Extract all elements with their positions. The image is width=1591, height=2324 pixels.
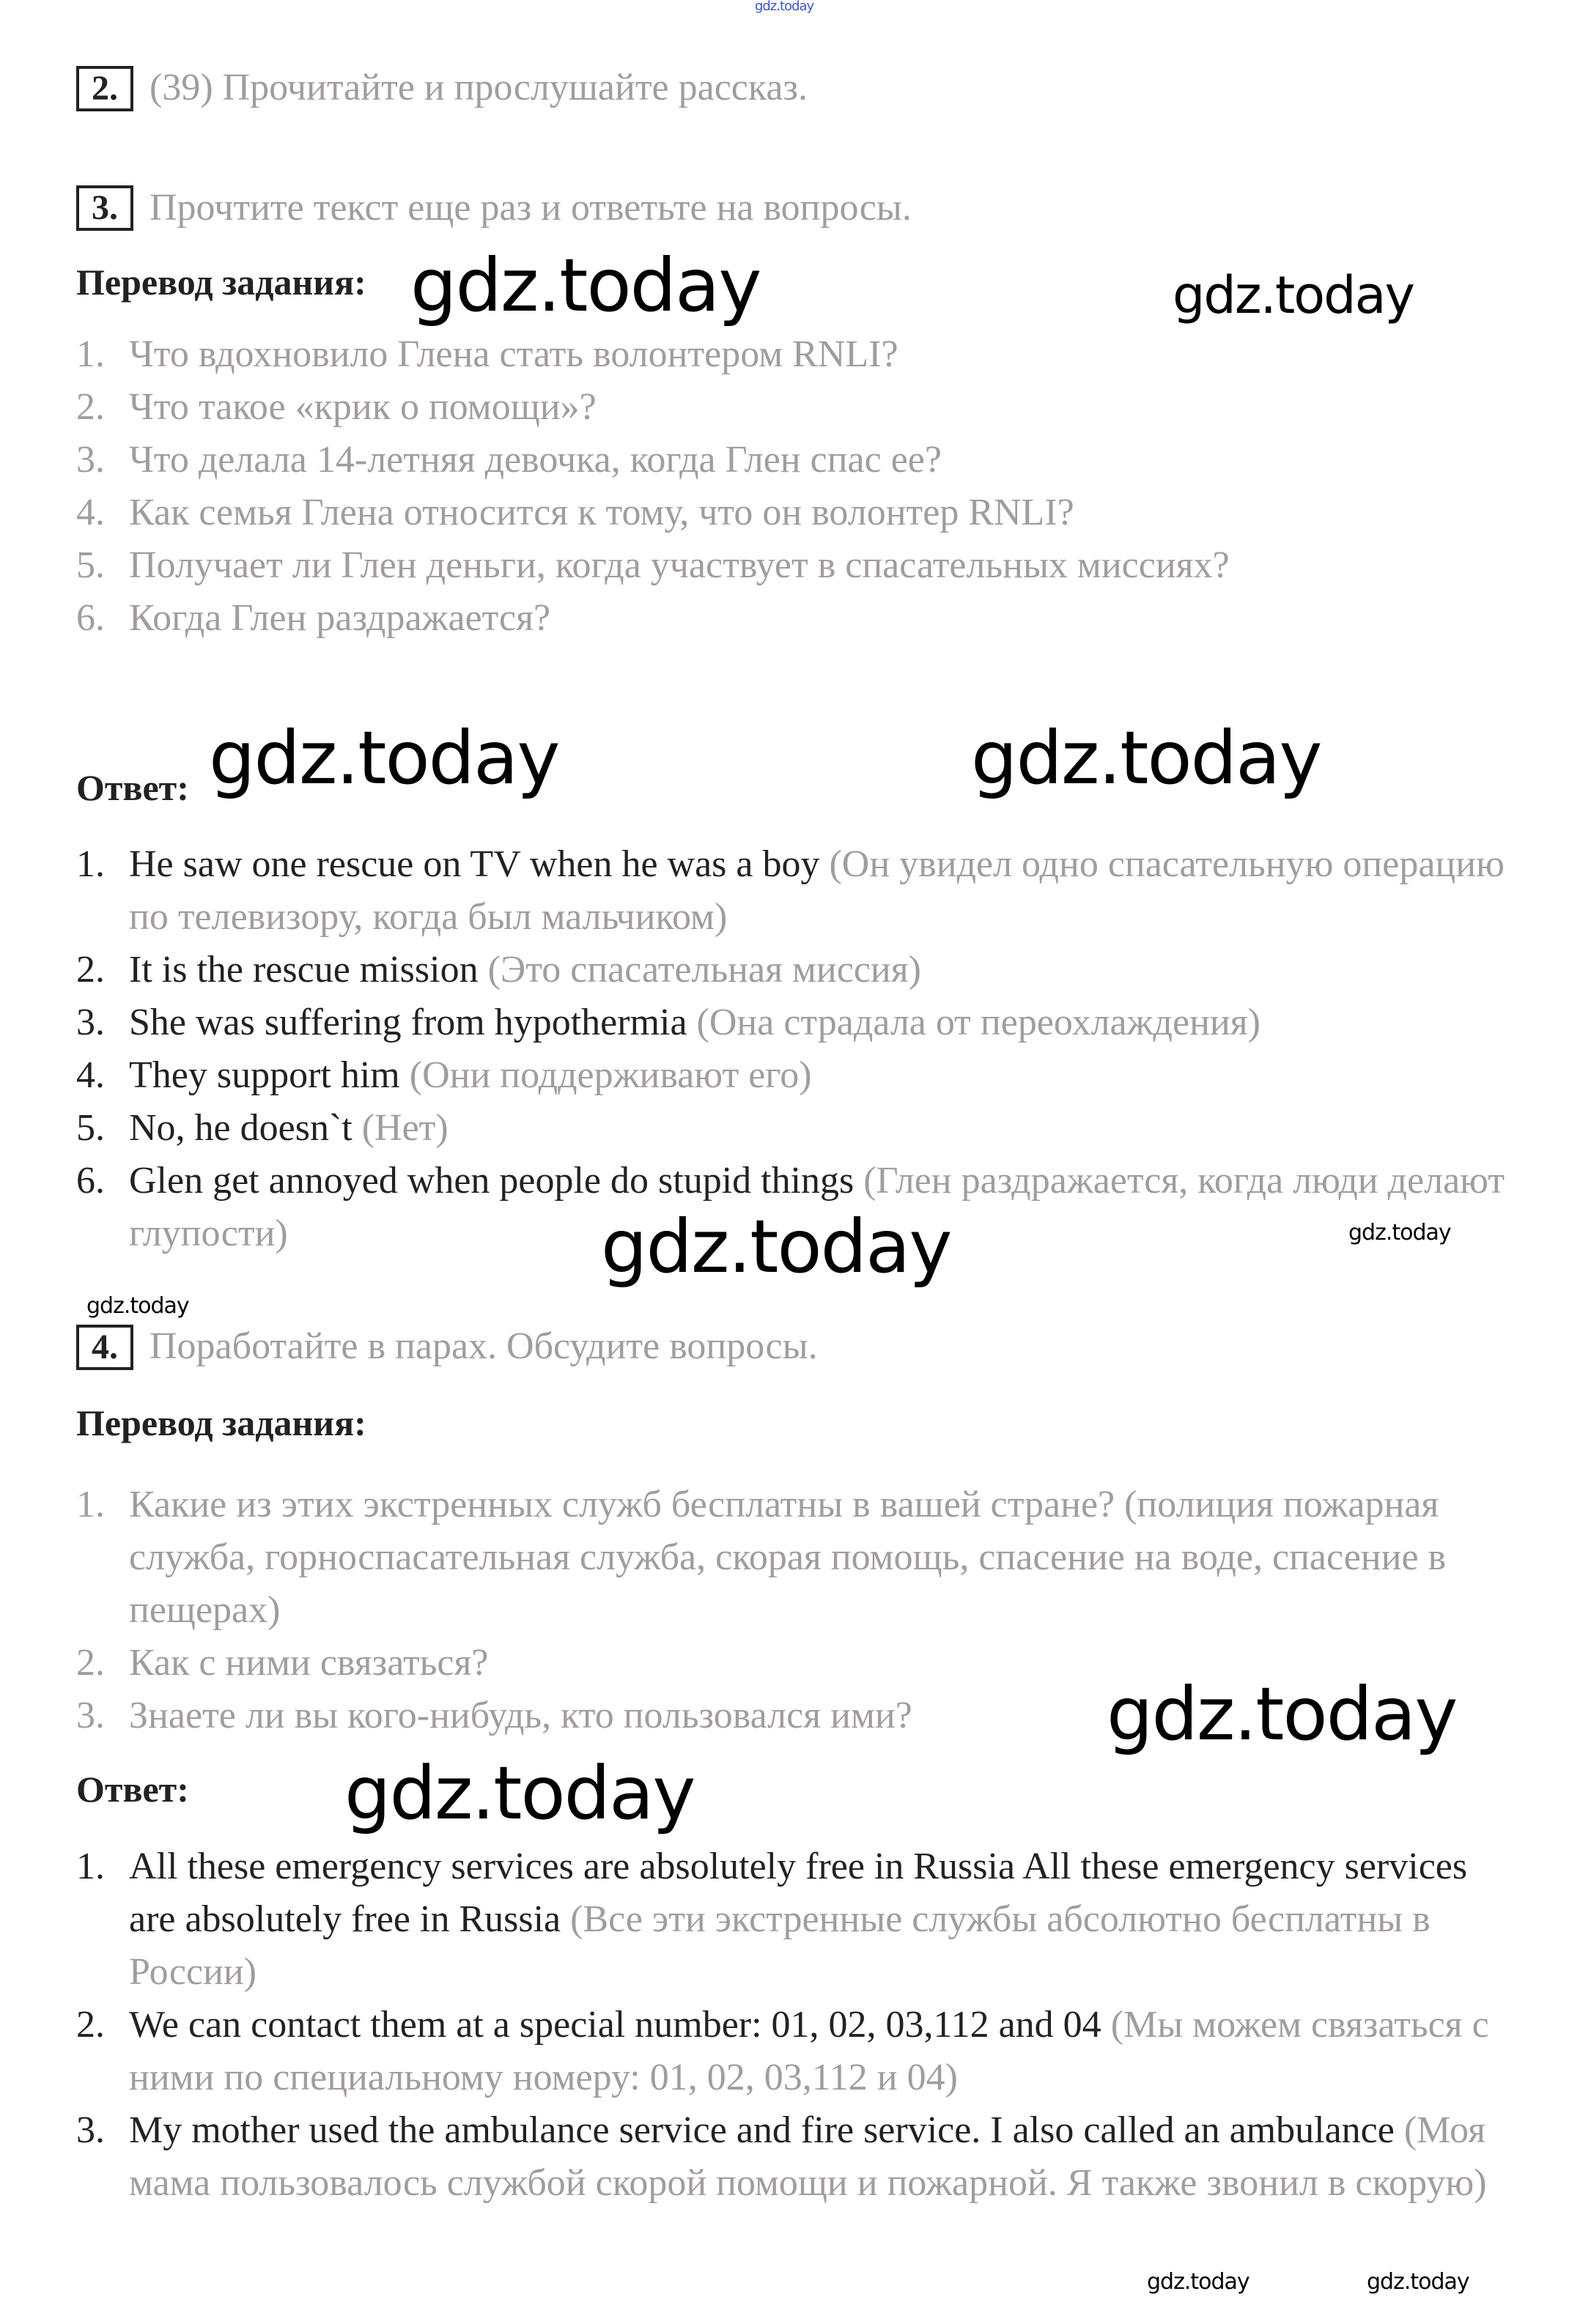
item-number: 2. (76, 386, 105, 428)
answer-english: Glen get annoyed when people do stupid things (129, 1160, 854, 1202)
item-number: 1. (76, 1846, 105, 1887)
task-3-instruction: Прочтите текст еще раз и ответьте на вопросы. (149, 187, 912, 229)
watermark: gdz.today (344, 1750, 695, 1836)
answer-english: We can contact them at a special number: 01, 02, 03,112 and 04 (129, 2004, 1101, 2046)
list-item (76, 434, 1505, 486)
task-4-instruction: Поработайте в парах. Обсудите вопросы. (149, 1325, 818, 1367)
answer-russian: (Моя мама пользовалось службой скорой помощи и пожарной. Я также звонил в скорую) (129, 2109, 1487, 2204)
task-3-questions (76, 328, 1505, 645)
watermark: gdz.today (1348, 1220, 1451, 1246)
task-3-answers (76, 838, 1505, 1260)
answer-english: My mother used the ambulance service and fire service. I also called an ambulance (129, 2109, 1395, 2151)
watermark: gdz.today (86, 1293, 189, 1319)
item-number: 3. (76, 2109, 105, 2151)
list-item (76, 486, 1505, 539)
list-item (76, 2104, 1505, 2210)
task-number-4: 4. (76, 1325, 133, 1370)
item-number: 3. (76, 1695, 105, 1736)
list-item (76, 1999, 1505, 2104)
answer-english: All these emergency services are absolutely free in Russia All these emergency services are absolutely free in Russia (129, 1846, 1468, 1940)
list-item (76, 592, 1505, 645)
watermark: gdz.today (755, 0, 814, 14)
list-item (76, 328, 1505, 381)
list-item (76, 1840, 1505, 1999)
item-number: 5. (76, 1107, 105, 1149)
item-text: Что вдохновило Глена стать волонтером RNLI? (129, 333, 898, 375)
item-text: Как семья Глена относится к тому, что он волонтер RNLI? (129, 492, 1074, 533)
list-item (76, 1479, 1505, 1637)
answer-heading: Ответ: (76, 1769, 189, 1810)
item-text: Что делала 14-летняя девочка, когда Глен спас ее? (129, 439, 942, 481)
item-text: Когда Глен раздражается? (129, 597, 551, 639)
list-item (76, 1049, 1505, 1102)
watermark: gdz.today (1367, 2269, 1469, 2295)
watermark: gdz.today (601, 1204, 951, 1289)
translation-heading: Перевод задания: (76, 1402, 366, 1443)
list-item (76, 996, 1505, 1049)
translation-heading: Перевод задания: (76, 262, 366, 303)
list-item (76, 1637, 1505, 1690)
item-number: 5. (76, 544, 105, 586)
watermark: gdz.today (1147, 2269, 1249, 2295)
watermark: gdz.today (1107, 1671, 1457, 1757)
watermark: gdz.today (1173, 265, 1414, 325)
list-item (76, 1690, 1505, 1742)
watermark: gdz.today (209, 715, 559, 801)
item-number: 4. (76, 1054, 105, 1096)
item-number: 2. (76, 2004, 105, 2046)
list-item (76, 838, 1505, 944)
item-number: 3. (76, 439, 105, 481)
item-number: 4. (76, 492, 105, 533)
item-number: 6. (76, 597, 105, 639)
item-text: Знаете ли вы кого-нибудь, кто пользовался ими? (129, 1695, 912, 1736)
task-number-2: 2. (76, 66, 133, 111)
item-number: 2. (76, 949, 105, 991)
list-item (76, 1155, 1505, 1260)
answer-russian: (Они поддерживают его) (409, 1054, 812, 1096)
answer-heading: Ответ: (76, 767, 189, 808)
answer-russian: (Она страдала от переохлаждения) (696, 1002, 1260, 1043)
item-number: 1. (76, 333, 105, 375)
task-number-3: 3. (76, 185, 133, 231)
item-number: 2. (76, 1642, 105, 1684)
item-number: 1. (76, 843, 105, 885)
answer-english: No, he doesn`t (129, 1107, 352, 1149)
watermark: gdz.today (410, 243, 761, 328)
answer-english: It is the rescue mission (129, 949, 479, 991)
task-4-answers (76, 1840, 1505, 2210)
answer-english: She was suffering from hypothermia (129, 1002, 687, 1043)
answer-russian: (Мы можем связаться с ними по специальному номеру: 01, 02, 03,112 и 04) (129, 2004, 1489, 2098)
answer-english: He saw one rescue on TV when he was a boy (129, 843, 820, 885)
answer-english: They support him (129, 1054, 400, 1096)
watermark: gdz.today (971, 715, 1321, 801)
answer-russian: (Он увидел одно спасательную операцию по телевизору, когда был мальчиком) (129, 843, 1505, 938)
list-item (76, 944, 1505, 996)
list-item (76, 1102, 1505, 1155)
item-text: Как с ними связаться? (129, 1642, 489, 1684)
task-4-questions (76, 1479, 1505, 1742)
task-2-instruction: (39) Прочитайте и прослушайте рассказ. (149, 67, 808, 108)
item-number: 1. (76, 1484, 105, 1525)
answer-russian: (Нет) (361, 1107, 448, 1149)
list-item (76, 539, 1505, 592)
answer-russian: (Все эти экстренные службы абсолютно бесплатны в России) (129, 1898, 1431, 1993)
item-number: 3. (76, 1002, 105, 1043)
item-text: Какие из этих экстренных служб бесплатны в вашей стране? (полиция пожарная служба, горноспасательная служба, скорая помощь, спасение на воде, спасение в пещерах) (129, 1484, 1447, 1631)
list-item (76, 381, 1505, 434)
answer-russian: (Глен раздражается, когда люди делают глупости) (129, 1160, 1505, 1254)
answer-russian: (Это спасательная миссия) (487, 949, 921, 991)
item-number: 6. (76, 1160, 105, 1202)
item-text: Получает ли Глен деньги, когда участвует в спасательных миссиях? (129, 544, 1230, 586)
item-text: Что такое «крик о помощи»? (129, 386, 597, 428)
